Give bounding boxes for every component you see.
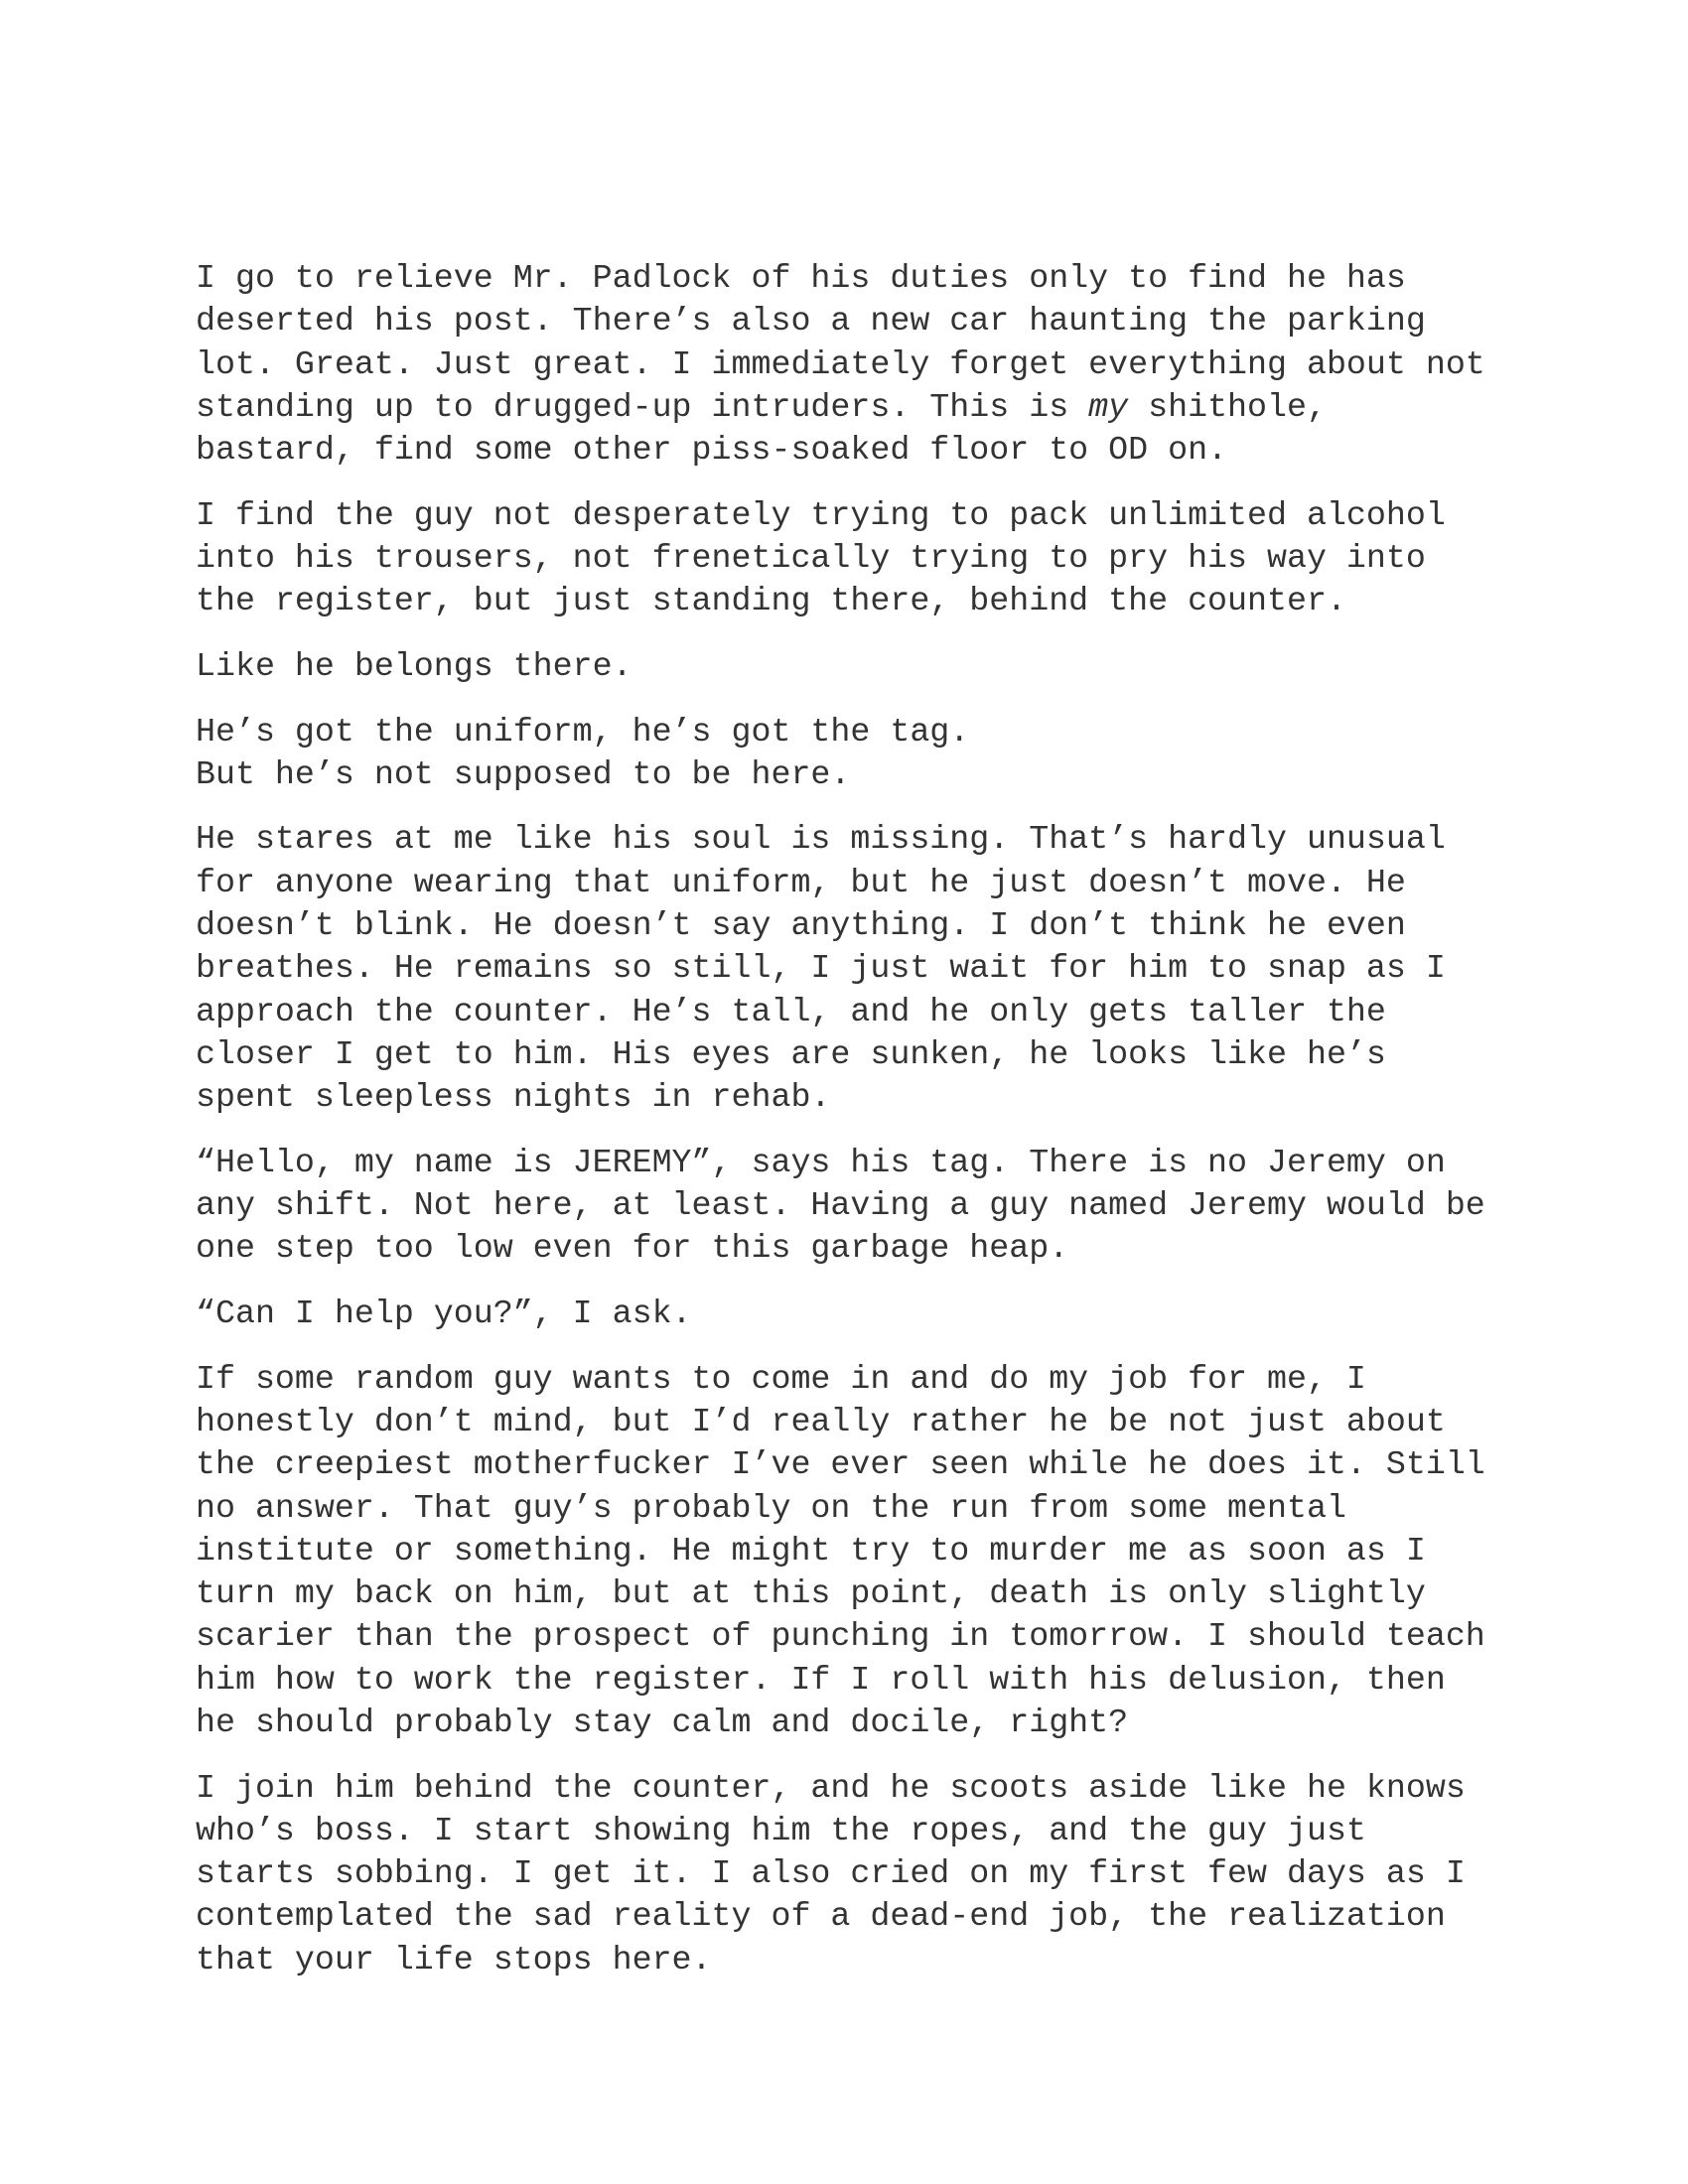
text-line: into his trousers, not frenetically trying to pry his way into <box>196 539 1426 578</box>
text-line: He stares at me like his soul is missing. That’s hardly unusual <box>196 820 1446 859</box>
text-line: him how to work the register. If I roll with his delusion, then <box>196 1660 1446 1699</box>
text-line: who’s boss. I start showing him the ropes, and the guy just <box>196 1811 1366 1849</box>
text-line: spent sleepless nights in rehab. <box>196 1078 831 1117</box>
paragraph <box>196 1293 1516 1335</box>
text-line: I join him behind the counter, and he scoots aside like he knows <box>196 1768 1466 1807</box>
text-line: approach the counter. He’s tall, and he only gets taller the <box>196 992 1386 1030</box>
text-line: “Can I help you?”, I ask. <box>196 1295 692 1333</box>
text-line: If some random guy wants to come in and do my job for me, I <box>196 1359 1366 1398</box>
text-line: breathes. He remains so still, I just wait for him to snap as I <box>196 949 1446 988</box>
text-segment: shithole, <box>1128 387 1327 426</box>
text-line: “Hello, my name is JEREMY”, says his tag. There is no Jeremy on <box>196 1143 1446 1181</box>
text-line: Like he belongs there. <box>196 646 633 685</box>
text-line: starts sobbing. I get it. I also cried on my first few days as I <box>196 1854 1466 1893</box>
text-line: bastard, find some other piss-soaked floor to OD on. <box>196 431 1228 470</box>
text-line: for anyone wearing that uniform, but he just doesn’t move. He <box>196 863 1406 901</box>
text-line: the creepiest motherfucker I’ve ever seen while he does it. Still <box>196 1445 1485 1484</box>
text-line: scarier than the prospect of punching in tomorrow. I should teach <box>196 1617 1485 1656</box>
text-line: turn my back on him, but at this point, death is only slightly <box>196 1574 1426 1613</box>
text-line: doesn’t blink. He doesn’t say anything. I don’t think he even <box>196 906 1406 945</box>
paragraph <box>196 1142 1516 1271</box>
paragraph <box>196 711 1516 797</box>
text-line: the register, but just standing there, behind the counter. <box>196 582 1346 620</box>
text-line: deserted his post. There’s also a new car haunting the parking <box>196 302 1426 341</box>
text-line: I go to relieve Mr. Padlock of his duties only to find he has <box>196 259 1406 297</box>
paragraph <box>196 818 1516 1119</box>
emphasis-text: my <box>1088 387 1129 426</box>
text-line: institute or something. He might try to murder me as soon as I <box>196 1531 1426 1570</box>
text-line: contemplated the sad reality of a dead-end job, the realization <box>196 1897 1446 1936</box>
paragraph <box>196 1358 1516 1745</box>
text-line: that your life stops here. <box>196 1940 712 1979</box>
text-line: honestly don’t mind, but I’d really rather he be not just about <box>196 1402 1446 1440</box>
text-line: one step too low even for this garbage heap. <box>196 1229 1069 1268</box>
text-line: no answer. That guy’s probably on the run from some mental <box>196 1488 1346 1527</box>
text-line: closer I get to him. His eyes are sunken, he looks like he’s <box>196 1034 1386 1073</box>
paragraph <box>196 645 1516 688</box>
document-body <box>196 257 1516 2003</box>
text-line <box>196 386 1516 429</box>
text-segment: standing up to drugged-up intruders. This is <box>196 387 1089 426</box>
text-line: But he’s not supposed to be here. <box>196 754 851 793</box>
text-line: I find the guy not desperately trying to pack unlimited alcohol <box>196 495 1446 534</box>
paragraph <box>196 257 1516 472</box>
paragraph <box>196 1767 1516 1981</box>
text-line: he should probably stay calm and docile, right? <box>196 1703 1129 1741</box>
text-line: lot. Great. Just great. I immediately forget everything about not <box>196 344 1485 383</box>
text-line: He’s got the uniform, he’s got the tag. <box>196 712 970 751</box>
text-line: any shift. Not here, at least. Having a guy named Jeremy would be <box>196 1186 1485 1225</box>
paragraph <box>196 494 1516 623</box>
